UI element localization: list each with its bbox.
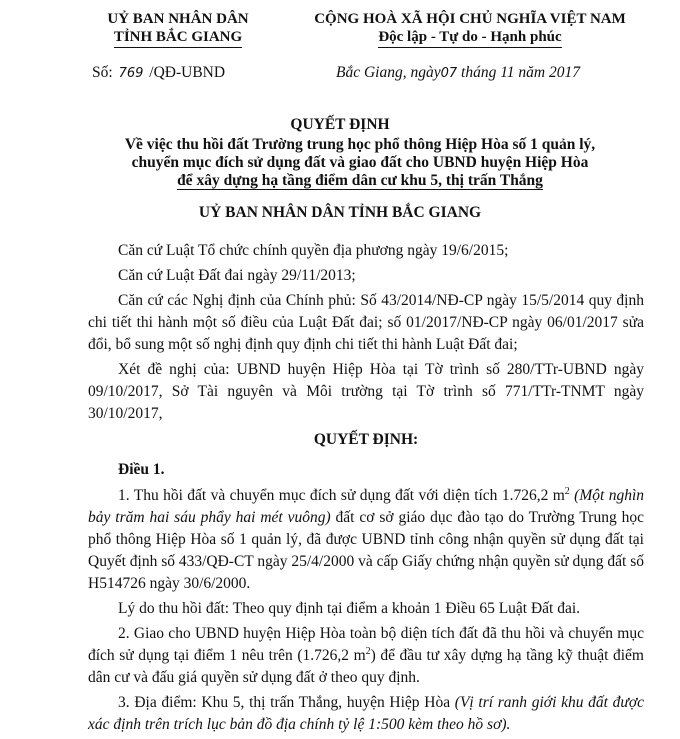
basis-paragraph-1: Căn cứ Luật Tổ chức chính quyền địa phương ngày 19/6/2015; [118,242,509,259]
basis-paragraph-3: Căn cứ các Nghị định của Chính phủ: Số 43/2014/NĐ-CP ngày 15/5/2014 quy định chi tiết thi hành một số điều của Luật Đất đai; số 01/2017/NĐ-CP ngày 06/01/2017 sửa đổi, bổ sung một số nghị định quy định chi tiết thi hành Luật Đất đai; [88,292,644,353]
issuer-block [78,10,278,48]
motto: Độc lập - Tự do - Hạnh phúc [378,28,561,48]
item3-text-a: 3. Địa điểm: Khu 5, thị trấn Thắng, huyện Hiệp Hòa [118,694,455,711]
document-subject [100,136,620,190]
subject-line3: để xây dựng hạ tầng điểm dân cư khu 5, thị trấn Thắng [177,172,543,189]
article-1-item-3 [88,692,644,736]
document-body [88,240,644,739]
docno-suffix: /QĐ-UBND [149,64,226,81]
subject-line1: Về việc thu hồi đất Trường trung học phổ thông Hiệp Hòa số 1 quản lý, [124,136,596,153]
place-date-prefix: Bắc Giang, ngày [336,64,441,81]
article-1-reason: Lý do thu hồi đất: Theo quy định tại điểm a khoản 1 Điều 65 Luật Đất đai. [118,600,581,617]
issuer-line1: UỶ BAN NHÂN DÂN [107,11,249,27]
item1-sup: 2 [564,485,570,497]
docno-prefix: Số: [92,64,113,81]
article-1-item-2 [88,623,644,689]
item2-text-a: 2. Giao cho UBND huyện Hiệp Hòa toàn bộ diện tích đất đã thu hồi và chuyển mục đích sử dụng tại điểm 1 nêu trên (1.726,2 m [88,625,644,664]
docno-number: 769 [118,66,144,81]
basis-paragraph-4: Xét đề nghị của: UBND huyện Hiệp Hòa tại Tờ trình số 280/TTr-UBND ngày 09/10/2017, Sở Tài nguyên và Môi trường tại Tờ trình số 771/TTr-TNMT ngày 30/10/2017, [88,361,644,422]
issuing-authority: UỶ BAN NHÂN DÂN TỈNH BẮC GIANG [198,204,482,221]
document-number [92,64,225,82]
subject-line2: chuyển mục đích sử dụng đất và giao đất cho UBND huyện Hiệp Hòa [131,154,589,171]
item2-sup: 2 [365,645,371,657]
document-title: QUYẾT ĐỊNH [290,116,390,133]
basis-paragraph-2: Căn cứ Luật Đất đai ngày 29/11/2013; [118,267,356,284]
item1-italic: (Một nghìn bảy trăm hai sáu phẩy hai mét vuông) [88,487,644,526]
country-name: CỘNG HOÀ XÃ HỘI CHỦ NGHĨA VIỆT NAM [314,11,626,27]
national-motto-block [280,10,660,48]
issuer-line2: TỈNH BẮC GIANG [114,28,242,48]
article-1-heading: Điều 1. [118,461,165,478]
item1-text-b: đất cơ sở giáo dục đào tạo do Trường Trung học phổ thông Hiệp Hòa số 1 quản lý, đã được UBND tỉnh công nhận quyền sử dụng đất tại Quyết định số 433/QĐ-CT ngày 25/4/2000 và cấp Giấy chứng nhận quyền sử dụng đất số H514726 ngày 30/6/2000. [88,509,644,592]
article-1-item-1 [88,485,644,595]
place-date [336,64,580,82]
decision-heading: QUYẾT ĐỊNH: [313,431,419,448]
place-date-rest: tháng 11 năm 2017 [457,64,581,81]
item3-italic: (Vị trí ranh giới khu đất được xác định trên trích lục bản đồ địa chính tỷ lệ 1:500 kèm theo hồ sơ). [88,694,645,733]
item1-text-a: 1. Thu hồi đất và chuyển mục đích sử dụng đất với diện tích 1.726,2 m [118,487,565,504]
item2-text-b: ) để đầu tư xây dựng hạ tầng kỹ thuật điểm dân cư và đấu giá quyền sử dụng đất ở theo quy định. [88,647,644,686]
place-date-day: 07 [440,66,458,81]
